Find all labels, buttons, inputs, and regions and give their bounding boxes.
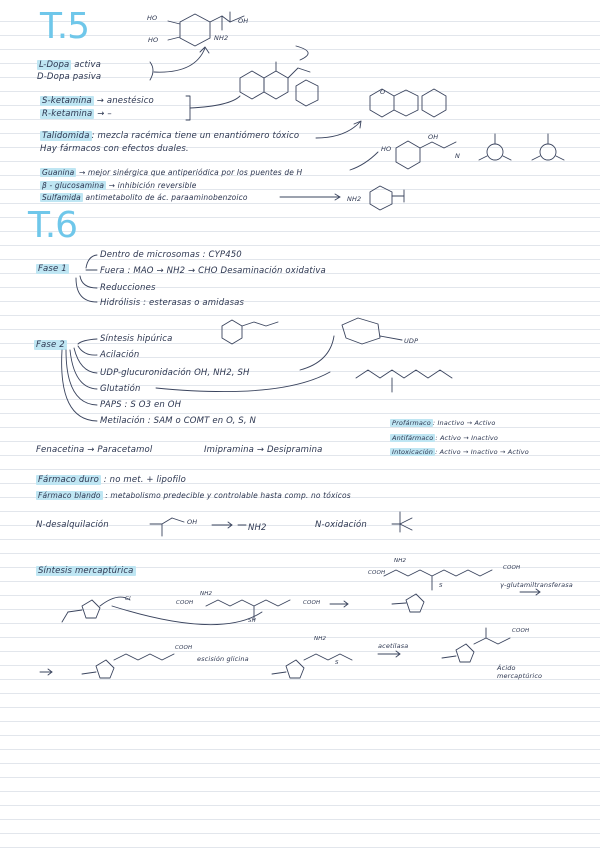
guanina-term: Guanina	[42, 168, 75, 177]
fase2-item-4: PAPS : S O3 en OH	[100, 400, 182, 410]
profarmaco-line: Profármaco : Inactivo → Activo	[392, 419, 496, 427]
desalq-nh2: NH2	[248, 523, 267, 533]
brace-ketamina	[186, 96, 190, 120]
arrow-ketamina	[190, 96, 240, 108]
amin-n: N	[455, 152, 461, 160]
talidomida-term: Talidomida	[42, 131, 90, 141]
dopa-oh: OH	[238, 17, 249, 25]
fase2-label: Fase 2	[36, 340, 65, 350]
mercapturica-title: Síntesis mercaptúrica	[38, 566, 134, 576]
amin-ho: HO	[381, 145, 392, 153]
farmaco-blando-line: Fármaco blando : metabolismo predecible y controlable hasta comp. no tóxicos	[38, 491, 351, 500]
merc-nh2-3: NH2	[314, 636, 327, 642]
fase2-item-1: Acilación	[100, 350, 140, 360]
merc-nh2-2: NH2	[394, 558, 407, 564]
fase2-item-0: Síntesis hipúrica	[100, 334, 173, 344]
fase1-item-2: Reducciones	[100, 283, 156, 293]
fase2-branch-5	[62, 350, 97, 421]
arrow-guanina	[350, 152, 378, 170]
newman-1	[479, 134, 511, 160]
merc-s-1: S	[439, 583, 443, 589]
arrow-talidomida	[316, 122, 360, 138]
fase2-item-2: UDP-glucuronidación OH, NH2, SH	[100, 368, 250, 378]
talidomida-rest: : mezcla racémica tiene un enantiómero tóxico	[91, 131, 300, 141]
dopa-l-term: L-Dopa	[39, 60, 70, 70]
n-desalquilacion-label: N-desalquilación	[36, 520, 109, 530]
merc-mol-2	[384, 570, 492, 612]
sulfa-nh2: NH2	[347, 195, 362, 203]
ketamina-s-rest: → anestésico	[96, 96, 154, 106]
t5-title: T.5	[40, 6, 90, 47]
merc-sh: SH	[248, 618, 256, 624]
dopa-nh2: NH2	[214, 34, 229, 42]
desalq-oh: OH	[187, 518, 198, 526]
merc-cooh-2: COOH	[503, 565, 521, 571]
fase2-branch-1	[78, 346, 97, 355]
talidomida-structure	[370, 89, 446, 117]
talid-o: O	[380, 88, 386, 96]
n-oxidacion-label: N-oxidación	[315, 520, 367, 530]
fase1-label: Fase 1	[38, 264, 67, 274]
fase2-branch-3	[70, 350, 97, 389]
fase2-item-3: Glutatión	[100, 384, 141, 394]
fase2-item-5: Metilación : SAM o COMT en O, S, N	[100, 416, 257, 426]
acido-mercapturico-label: Ácido mercaptúrico	[497, 664, 543, 680]
arrow-warfarin	[296, 46, 308, 60]
dopa-d-rest: pasiva	[72, 72, 102, 82]
arrow-loop	[112, 606, 262, 625]
escision-glicina-label: escisión glicina	[197, 655, 249, 663]
dopa-d-term: D-Dopa	[37, 72, 70, 82]
merc-cooh-5: COOH	[175, 645, 193, 651]
arrow-udp	[300, 336, 334, 370]
dopa-ho-top: HO	[147, 14, 158, 22]
dopa-ho-bottom: HO	[148, 36, 159, 44]
merc-glutathione	[206, 600, 290, 606]
fenacetina-line: Fenacetina → Paracetamol	[36, 445, 153, 455]
udp-label: UDP	[404, 337, 419, 345]
farmaco-duro-line: Fármaco duro : no met. + lipofilo	[38, 475, 186, 485]
merc-cooh-4: COOH	[303, 600, 321, 606]
merc-mol-5	[442, 628, 510, 662]
fase1-item-1: Fuera : MAO → NH2 → CHO Desaminación oxidativa	[100, 266, 326, 276]
imipramina-line: Imipramina → Desipramina	[204, 445, 323, 455]
gamma-glutamil-label: γ-glutamiltransferasa	[500, 581, 573, 589]
merc-s-2: S	[335, 660, 339, 666]
sulfamida-term: Sulfamida	[42, 193, 81, 202]
acetilasa-label: acetilasa	[378, 642, 409, 650]
arrow-dopa	[154, 48, 205, 72]
dopa-l-rest: activa	[74, 60, 101, 70]
fase1-branch-0	[86, 255, 97, 268]
glucosamina-rest: → inhibición reversible	[108, 181, 197, 190]
ketamina-r-term: R-ketamina	[42, 109, 93, 119]
merc-cl: Cl	[125, 596, 131, 602]
newman-2	[532, 134, 564, 160]
fase1-branch-3	[76, 278, 97, 302]
merc-mol-3	[82, 654, 174, 678]
dopa-structure	[168, 12, 244, 46]
guanina-rest: → mejor sinérgica que antiperiódica por los puentes de H	[78, 168, 303, 177]
amin-oh: OH	[428, 133, 439, 141]
fase2-branch-2	[74, 348, 97, 373]
merc-mol-4	[272, 654, 352, 678]
fase1-branch-2	[80, 276, 97, 288]
glucosamina-term: β - glucosamina	[42, 181, 105, 190]
fase1-item-0: Dentro de microsomas : CYP450	[100, 250, 242, 260]
merc-cooh-1: COOH	[368, 570, 386, 576]
t6-title: T.6	[28, 205, 78, 246]
merc-cooh-6: COOH	[512, 628, 530, 634]
intoxicacion-line: Intoxicación : Activo → Inactivo → Activo	[392, 448, 529, 456]
fase2-branch-4	[66, 350, 97, 405]
merc-cooh-3: COOH	[176, 600, 194, 606]
antifarmaco-line: Antifármaco : Activo → Inactivo	[392, 434, 499, 442]
farmacos-efectos-line: Hay fármacos con efectos duales.	[40, 144, 189, 154]
ketamina-r-rest: → –	[97, 109, 112, 119]
brace-dopa	[150, 62, 153, 80]
arrow-glutation	[156, 372, 330, 392]
amine-structure	[396, 141, 456, 169]
fase1-item-3: Hidrólisis : esterasas o amidasas	[100, 298, 245, 308]
fase2-branch-0	[78, 339, 97, 344]
warfarin-structure	[240, 62, 318, 106]
ketamina-s-term: S-ketamina	[42, 96, 92, 106]
merc-nh2-1: NH2	[200, 591, 213, 597]
merc-mol-1	[62, 597, 130, 622]
sulfamida-rest: antimetabolito de ác. paraaminobenzoico	[85, 193, 248, 202]
